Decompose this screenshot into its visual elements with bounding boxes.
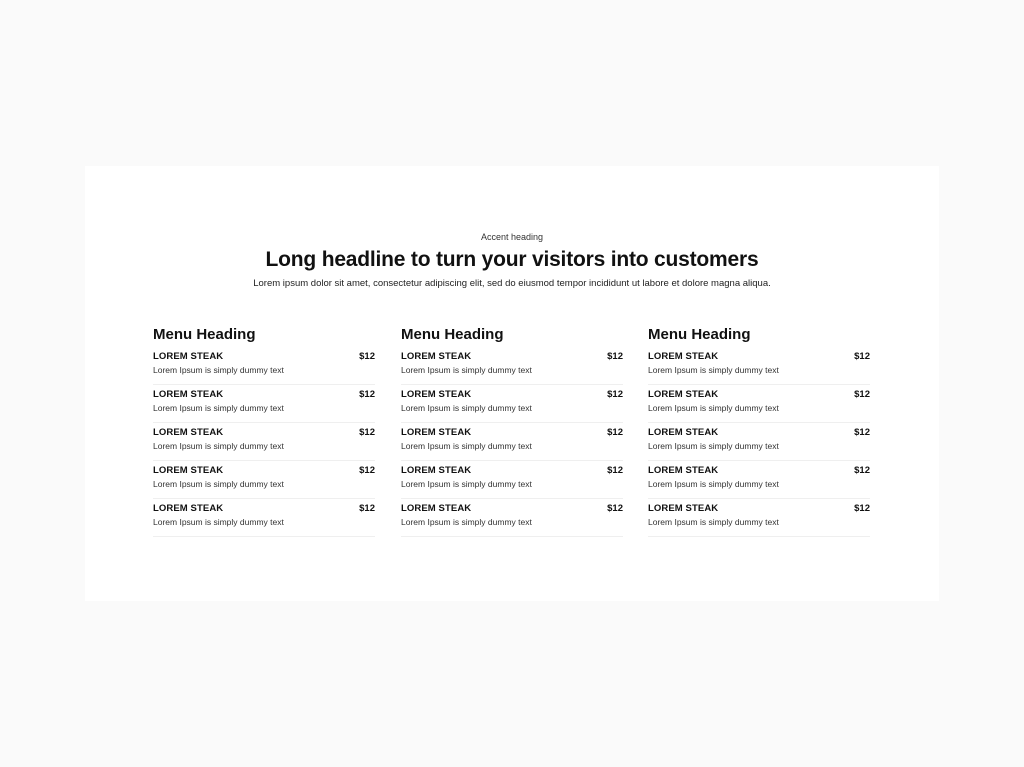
menu-item-price: $12 bbox=[359, 351, 375, 362]
menu-item-description: Lorem Ipsum is simply dummy text bbox=[401, 365, 532, 375]
menu-item-description: Lorem Ipsum is simply dummy text bbox=[153, 479, 284, 489]
menu-item-name: LOREM STEAK bbox=[401, 351, 472, 362]
menu-heading: Menu Heading bbox=[648, 326, 751, 343]
menu-item-description: Lorem Ipsum is simply dummy text bbox=[153, 441, 284, 451]
menu-item-price: $12 bbox=[854, 465, 870, 476]
menu-item-description: Lorem Ipsum is simply dummy text bbox=[153, 517, 284, 527]
menu-columns bbox=[153, 325, 871, 535]
menu-item bbox=[648, 461, 870, 499]
menu-item-price: $12 bbox=[359, 465, 375, 476]
menu-column-3 bbox=[648, 325, 870, 537]
menu-item-name: LOREM STEAK bbox=[153, 351, 224, 362]
menu-item-price: $12 bbox=[359, 427, 375, 438]
menu-item-description: Lorem Ipsum is simply dummy text bbox=[648, 365, 779, 375]
menu-item-price: $12 bbox=[607, 427, 623, 438]
menu-heading: Menu Heading bbox=[153, 326, 256, 343]
menu-item bbox=[153, 461, 375, 499]
menu-item-description: Lorem Ipsum is simply dummy text bbox=[401, 403, 532, 413]
menu-item-price: $12 bbox=[359, 503, 375, 514]
menu-item-description: Lorem Ipsum is simply dummy text bbox=[648, 441, 779, 451]
menu-item-name: LOREM STEAK bbox=[153, 503, 224, 514]
menu-column-1 bbox=[153, 325, 375, 537]
menu-heading: Menu Heading bbox=[401, 326, 504, 343]
menu-item-name: LOREM STEAK bbox=[648, 351, 719, 362]
menu-item-name: LOREM STEAK bbox=[153, 427, 224, 438]
menu-item-description: Lorem Ipsum is simply dummy text bbox=[153, 403, 284, 413]
menu-item-description: Lorem Ipsum is simply dummy text bbox=[648, 403, 779, 413]
menu-item-price: $12 bbox=[854, 503, 870, 514]
menu-item-price: $12 bbox=[854, 351, 870, 362]
menu-item-name: LOREM STEAK bbox=[401, 427, 472, 438]
page-headline: Long headline to turn your visitors into customers bbox=[265, 248, 759, 271]
menu-item-description: Lorem Ipsum is simply dummy text bbox=[401, 441, 532, 451]
menu-item bbox=[648, 385, 870, 423]
menu-item-description: Lorem Ipsum is simply dummy text bbox=[401, 517, 532, 527]
menu-item-name: LOREM STEAK bbox=[648, 465, 719, 476]
menu-item-description: Lorem Ipsum is simply dummy text bbox=[401, 479, 532, 489]
menu-item bbox=[648, 499, 870, 537]
menu-item-name: LOREM STEAK bbox=[648, 389, 719, 400]
menu-item bbox=[401, 423, 623, 461]
menu-item-price: $12 bbox=[607, 389, 623, 400]
menu-item-name: LOREM STEAK bbox=[153, 465, 224, 476]
menu-item bbox=[648, 347, 870, 385]
menu-item bbox=[153, 499, 375, 537]
menu-section-card bbox=[85, 166, 939, 601]
menu-item-price: $12 bbox=[607, 465, 623, 476]
menu-item-description: Lorem Ipsum is simply dummy text bbox=[153, 365, 284, 375]
menu-item-price: $12 bbox=[359, 389, 375, 400]
menu-item-name: LOREM STEAK bbox=[401, 465, 472, 476]
menu-item bbox=[401, 499, 623, 537]
menu-item bbox=[401, 461, 623, 499]
menu-item-name: LOREM STEAK bbox=[401, 503, 472, 514]
accent-heading: Accent heading bbox=[480, 232, 544, 242]
menu-item-price: $12 bbox=[854, 389, 870, 400]
menu-item-name: LOREM STEAK bbox=[648, 503, 719, 514]
menu-item bbox=[401, 385, 623, 423]
menu-item-description: Lorem Ipsum is simply dummy text bbox=[648, 517, 779, 527]
menu-item-name: LOREM STEAK bbox=[401, 389, 472, 400]
menu-item-price: $12 bbox=[607, 503, 623, 514]
menu-item bbox=[153, 423, 375, 461]
menu-item-price: $12 bbox=[607, 351, 623, 362]
menu-item-price: $12 bbox=[854, 427, 870, 438]
menu-item bbox=[153, 347, 375, 385]
menu-item-name: LOREM STEAK bbox=[648, 427, 719, 438]
section-subtext: Lorem ipsum dolor sit amet, consectetur adipiscing elit, sed do eiusmod tempor incididunt ut labore et dolore magna aliqua. bbox=[253, 278, 771, 289]
menu-column-2 bbox=[401, 325, 623, 537]
menu-item-description: Lorem Ipsum is simply dummy text bbox=[648, 479, 779, 489]
menu-item bbox=[648, 423, 870, 461]
menu-item bbox=[153, 385, 375, 423]
menu-item bbox=[401, 347, 623, 385]
menu-item-name: LOREM STEAK bbox=[153, 389, 224, 400]
